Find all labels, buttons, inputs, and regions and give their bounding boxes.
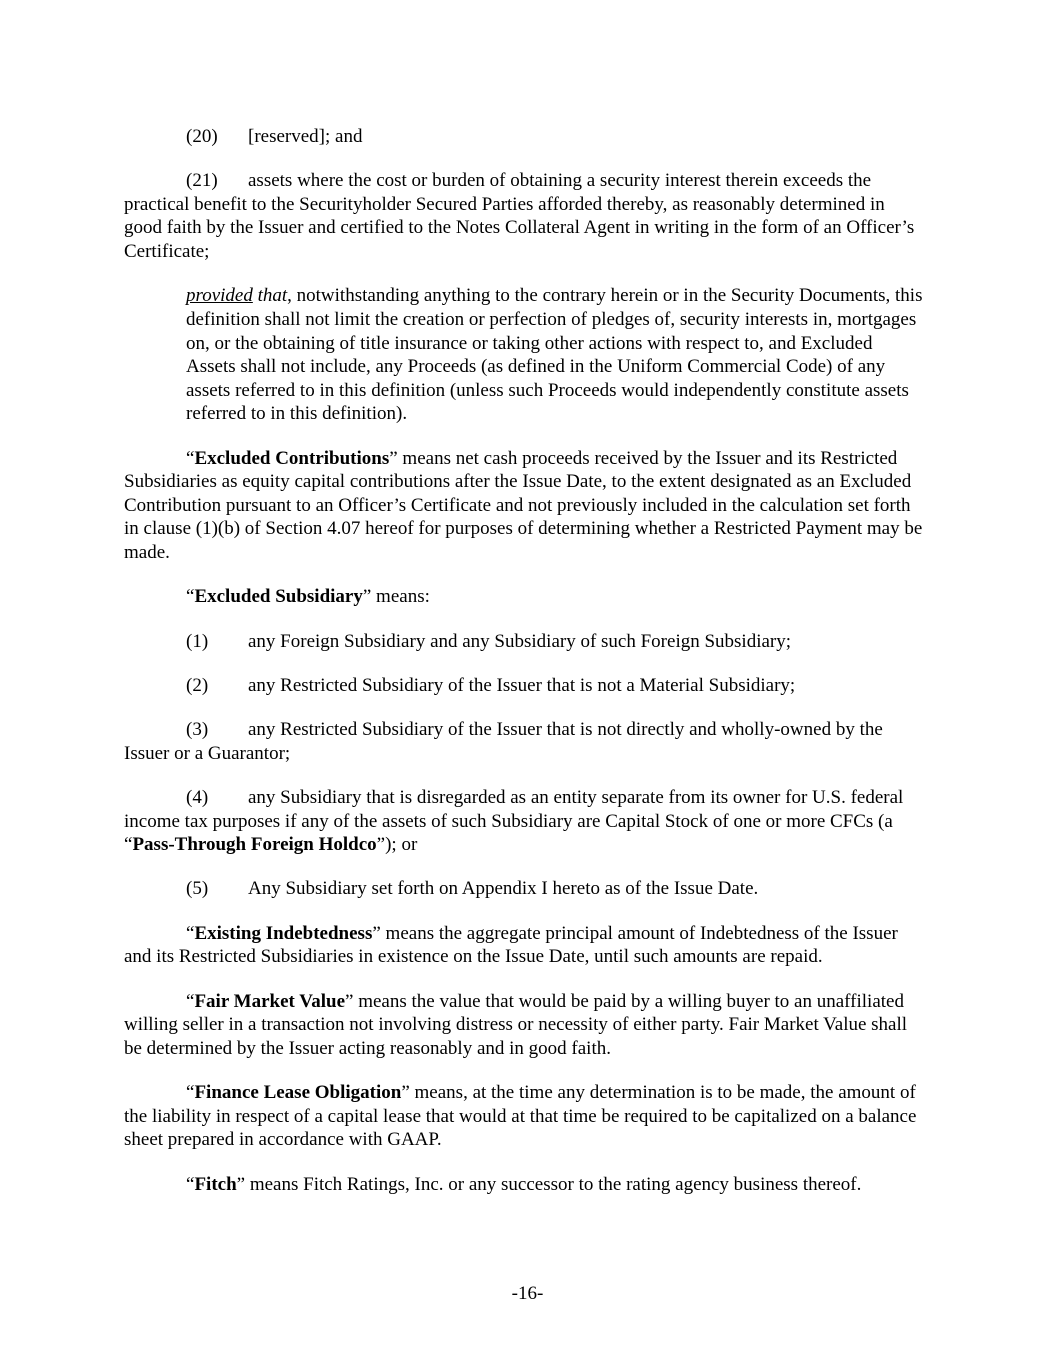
provided-word: provided [186, 285, 253, 307]
defined-term: Excluded Subsidiary [194, 586, 363, 608]
clause-text: assets where the cost or burden of obtaining a security interest therein exceeds the practical benefit to the Securityholder Secured Parties afforded thereby, as reasonably determined in good faith by the Issuer and certified to the Notes Collateral Agent in writing in the form of an Officer’s Certificate; [124, 170, 915, 263]
that-word: that [257, 285, 288, 307]
subsidiary-clause-3 [124, 718, 924, 765]
definition-text: ” means: [362, 586, 430, 608]
definition-text: ” means the value that would be paid by a willing buyer to an unaffiliated willing seller in a transaction not involving distress or necessity of either party. Fair Market Value shall be determined by the Issuer acting reasonably and in good faith. [124, 990, 908, 1059]
definition-text: ” means, at the time any determination is to be made, the amount of the liability in respect of a capital lease that would at that time be required to be capitalized on a balance sheet prepared in accordance with GAAP. [124, 1082, 917, 1151]
open-quote: “ [186, 447, 195, 469]
open-quote: “ [186, 1173, 195, 1195]
defined-term: Pass-Through Foreign Holdco [132, 834, 377, 856]
clause-label: (3) [186, 719, 209, 741]
clause-text: Any Subsidiary set forth on Appendix I hereto as of the Issue Date. [248, 878, 759, 900]
clause-label: (5) [186, 878, 209, 900]
proviso-paragraph [186, 284, 924, 426]
clause-21 [124, 169, 924, 263]
open-quote: “ [186, 1082, 195, 1104]
document-page [124, 125, 924, 1217]
clause-label: (2) [186, 674, 209, 696]
definition-fair-market-value [124, 990, 924, 1061]
definition-existing-indebtedness [124, 922, 924, 969]
defined-term: Finance Lease Obligation [194, 1082, 402, 1104]
clause-text: any Restricted Subsidiary of the Issuer that is not a Material Subsidiary; [248, 674, 796, 696]
definition-text: ” means net cash proceeds received by the Issuer and its Restricted Subsidiaries as equity capital contributions after the Issue Date, to the extent designated as an Excluded Contribution pursuant to an Officer’s Certificate and not previously included in the calculation set forth in clause (1)(b) of Section 4.07 hereof for purposes of determining whether a Restricted Payment may be made. [124, 447, 923, 563]
clause-text: any Restricted Subsidiary of the Issuer that is not directly and wholly-owned by the Issuer or a Guarantor; [124, 719, 883, 764]
open-quote: “ [186, 922, 195, 944]
clause-label: (1) [186, 630, 209, 652]
clause-label: (20) [186, 126, 218, 147]
proviso-text: , notwithstanding anything to the contrary herein or in the Security Documents, this definition shall not limit the creation or perfection of pledges of, security interests in, mortgages on, or the obtaining of title insurance or taking other actions with respect to, and Excluded Assets shall not include, any Proceeds (as defined in the Uniform Commercial Code) of any assets referred to in this definition (unless such Proceeds would independently constitute assets referred to in this definition). [186, 285, 923, 425]
definition-excluded-contributions [124, 447, 924, 565]
subsidiary-clause-5 [124, 877, 924, 901]
clause-tail: ”); or [376, 834, 418, 856]
definition-fitch [124, 1173, 924, 1197]
open-quote: “ [186, 586, 195, 608]
defined-term: Fair Market Value [194, 990, 346, 1012]
clause-label: (4) [186, 786, 209, 808]
defined-term: Excluded Contributions [194, 447, 390, 469]
definition-finance-lease-obligation [124, 1081, 924, 1152]
subsidiary-clause-2 [124, 674, 924, 698]
clause-label: (21) [186, 170, 218, 192]
definition-excluded-subsidiary [124, 585, 924, 609]
page-number: -16- [511, 1283, 544, 1304]
clause-20 [124, 125, 924, 149]
subsidiary-clause-4 [124, 786, 924, 857]
clause-text: any Subsidiary that is disregarded as an entity separate from its owner for U.S. federal income tax purposes if any of the assets of such Subsidiary are Capital Stock of one or more CFCs (a “ [124, 786, 904, 856]
defined-term: Fitch [194, 1173, 237, 1195]
subsidiary-clause-1 [124, 630, 924, 654]
open-quote: “ [186, 990, 195, 1012]
clause-text: [reserved]; and [248, 126, 363, 147]
definition-text: ” means the aggregate principal amount of Indebtedness of the Issuer and its Restricted Subsidiaries in existence on the Issue Date, until such amounts are repaid. [124, 922, 898, 968]
defined-term: Existing Indebtedness [194, 922, 373, 944]
definition-text: ” means Fitch Ratings, Inc. or any successor to the rating agency business thereof. [236, 1173, 862, 1195]
clause-text: any Foreign Subsidiary and any Subsidiary of such Foreign Subsidiary; [248, 630, 792, 652]
